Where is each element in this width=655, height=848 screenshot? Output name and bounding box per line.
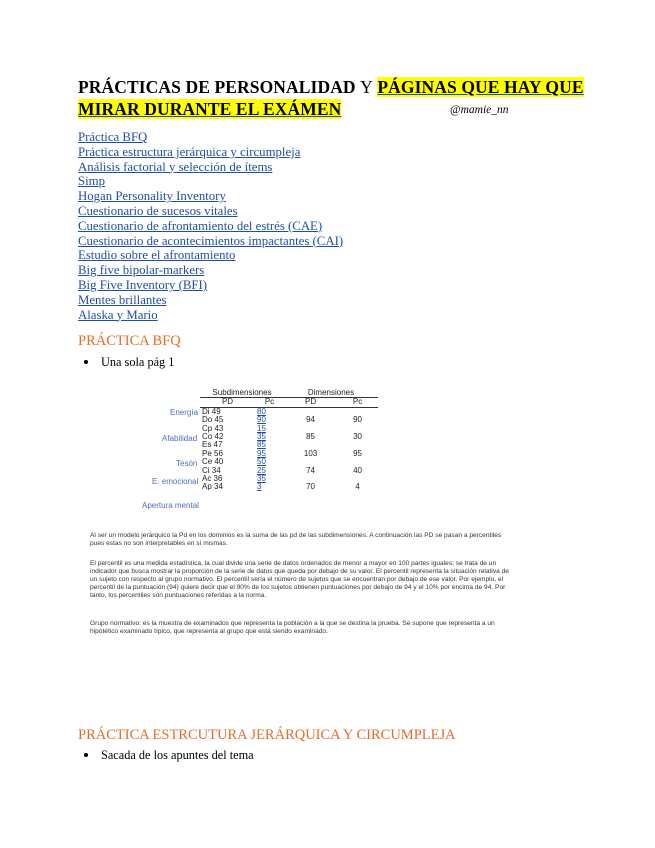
toc-link-hogan[interactable]: Hogan Personality Inventory (78, 189, 226, 204)
cell: Cp 43 (202, 423, 224, 433)
cell: 94 (306, 415, 316, 425)
toc-link-analisis[interactable]: Análisis factorial y selección de ítems (78, 159, 273, 174)
toc-item (78, 248, 343, 263)
cell: 40 (353, 465, 363, 475)
toc-item (78, 308, 343, 323)
cell: 35 (257, 474, 266, 484)
col-pd: PD (200, 398, 255, 407)
table-row (200, 467, 378, 475)
toc-link-bipolar[interactable]: Big five bipolar-markers (78, 263, 205, 278)
cell: Ap 34 (202, 482, 223, 492)
scan-label: Apertura mental (142, 501, 199, 510)
cell: 80 (257, 406, 266, 416)
cell: 85 (257, 440, 266, 450)
scan-paragraph-3: Grupo normativo: es la muestra de examinados que representa la población a la que se destina la prueba. Se supone que representa a un hipotético examinado típico, que representa al grupo que está siendo examinado. (90, 620, 495, 635)
toc-item (78, 145, 343, 160)
cell: 70 (306, 482, 316, 492)
toc-link-bfq[interactable]: Práctica BFQ (78, 130, 148, 144)
toc-item (78, 234, 343, 249)
scan-paragraph-2: El percentil es una medida estadística, la cual divide una serie de datos ordenados de menor a mayor en 100 partes iguales; se trata de un indicador que busca mostrar la proporción de la serie de datos que queda por debajo de su valor. El percentil representa la situación relativa de un sujeto con respecto al grupo normativo. El percentil sería el número de sujetos que se encuentran por debajo de ese valor. Por ejemplo, el percentil de la puntuación (94) quiere decir que el 90% de los sujetos obtienen puntuaciones por debajo de 94 y el 10% por encima de 94. Por tanto, los percentiles son puntuaciones referidas a la norma. (90, 560, 509, 599)
toc-item (78, 189, 343, 204)
table-row (200, 407, 378, 416)
col-pc-dim: Pc (337, 398, 378, 407)
cell: Ac 36 (202, 474, 223, 484)
scan-label: Energía (170, 408, 199, 417)
scan-paragraph-1: Al ser un modelo jerárquico la Pd en los dominios es la suma de las pd de las subdimensiones. A continuación las PD se pasan a percentiles pues estas no son interpretables en sí mismas. (90, 532, 502, 547)
scanned-image (90, 384, 520, 644)
toc-item (78, 130, 343, 145)
cell: 35 (257, 432, 266, 442)
col-pc: Pc (255, 398, 284, 407)
cell: 90 (353, 415, 363, 425)
table-row (200, 416, 378, 424)
cell: Es 47 (202, 440, 223, 450)
cell: Co 42 (202, 432, 224, 442)
toc-link-estructura[interactable]: Práctica estructura jerárquica y circumpleja (78, 144, 301, 159)
title-highlight-1: PÁGINAS QUE HAY QUE (377, 77, 584, 97)
table-of-contents (78, 130, 343, 322)
cell: 85 (306, 432, 316, 442)
toc-link-simp[interactable]: Simp (78, 174, 106, 189)
toc-link-cai[interactable]: Cuestionario de acontecimientos impactantes (CAI) (78, 233, 344, 248)
col-group-sub: Subdimensiones (200, 389, 284, 398)
toc-item (78, 204, 343, 219)
toc-item (78, 160, 343, 175)
cell: Pe 56 (202, 448, 223, 458)
bullet-item (84, 748, 254, 763)
cell: Do 45 (202, 415, 224, 425)
scores-table (200, 389, 378, 492)
col-group-dim: Dimensiones (284, 389, 378, 398)
author-handle: @mamie_nn (450, 104, 509, 116)
toc-link-mentes[interactable]: Mentes brillantes (78, 292, 167, 307)
cell: 95 (257, 448, 266, 458)
col-pd-dim: PD (284, 398, 337, 407)
toc-link-sucesos[interactable]: Cuestionario de sucesos vitales (78, 203, 238, 218)
cell: 95 (353, 448, 363, 458)
cell: 30 (353, 432, 363, 442)
cell: Ci 34 (202, 465, 221, 475)
toc-link-alaska[interactable]: Alaska y Mario (78, 307, 158, 322)
title-part-2: Y (360, 77, 373, 97)
cell: Di 49 (202, 406, 221, 416)
cell: 4 (355, 482, 360, 492)
cell: Ce 40 (202, 457, 224, 467)
section-heading-estructura: PRÁCTICA ESTRCUTURA JERÁRQUICA Y CIRCUMPLEJA (78, 727, 456, 743)
table-row (200, 450, 378, 458)
cell: 25 (257, 465, 266, 475)
scan-label: Tesón (176, 459, 198, 468)
bullet-dot-icon (84, 360, 88, 364)
toc-item (78, 293, 343, 308)
section-heading-bfq: PRÁCTICA BFQ (78, 333, 181, 349)
cell: 103 (303, 448, 318, 458)
table-row (200, 433, 378, 441)
toc-item (78, 278, 343, 293)
toc-item (78, 174, 343, 189)
cell: 90 (257, 415, 266, 425)
title-highlight-2: MIRAR DURANTE EL EXÁMEN (78, 99, 342, 119)
cell: 3 (257, 482, 262, 492)
toc-link-cae[interactable]: Cuestionario de afrontamiento del estrés (CAE) (78, 218, 323, 233)
bullet-text: Una sola pág 1 (101, 355, 175, 369)
bullet-text: Sacada de los apuntes del tema (101, 748, 254, 762)
cell: 50 (257, 457, 266, 467)
cell: 74 (306, 465, 316, 475)
cell: 15 (257, 423, 266, 433)
toc-item (78, 263, 343, 278)
bullet-dot-icon (84, 753, 88, 757)
scan-label: Afabilidad (162, 434, 198, 443)
scan-label: E. emocional (152, 477, 199, 486)
toc-link-estudio[interactable]: Estudio sobre el afrontamiento (78, 248, 236, 263)
document-title (78, 76, 588, 120)
title-part-1: PRÁCTICAS DE PERSONALIDAD (78, 77, 356, 97)
table-row (200, 483, 378, 491)
table-row (200, 475, 378, 483)
bullet-item (84, 355, 174, 370)
table-row (200, 441, 378, 449)
table-row (200, 458, 378, 466)
table-row (200, 425, 378, 433)
toc-link-bfi[interactable]: Big Five Inventory (BFI) (78, 277, 208, 292)
toc-item (78, 219, 343, 234)
